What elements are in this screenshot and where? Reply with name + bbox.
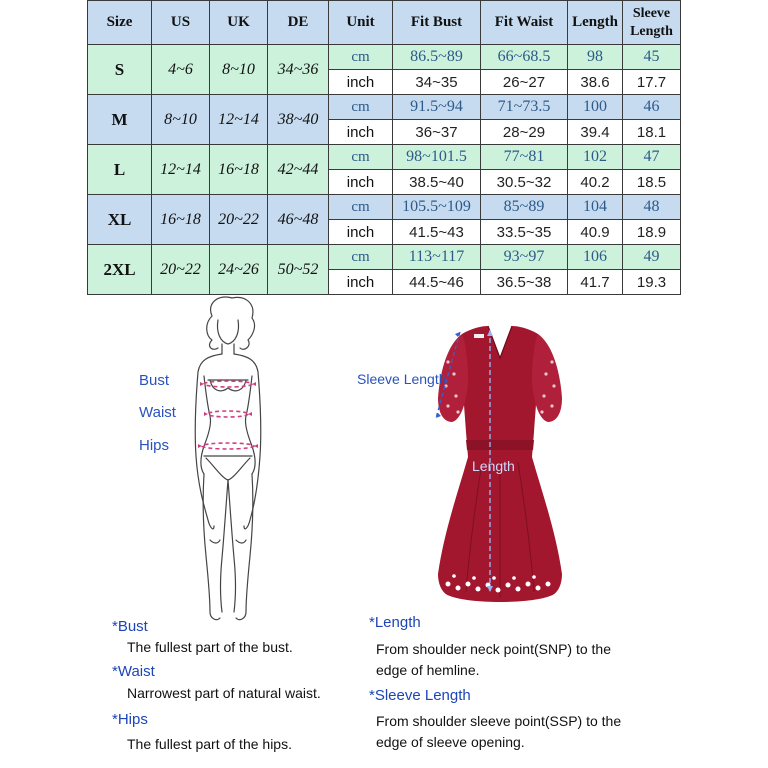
hips-label: Hips xyxy=(139,437,170,454)
waist-cell: 33.5~35 xyxy=(481,220,568,245)
de-cell: 50~52 xyxy=(268,245,329,295)
note-bust-title: *Bust xyxy=(112,618,148,635)
waist-cell: 77~81 xyxy=(481,145,568,170)
size-cell: XL xyxy=(88,195,152,245)
waist-cell: 30.5~32 xyxy=(481,170,568,195)
table-header-row xyxy=(88,1,681,45)
de-cell: 46~48 xyxy=(268,195,329,245)
uk-cell: 12~14 xyxy=(210,95,268,145)
bust-label: Bust xyxy=(139,372,170,389)
bust-cell: 86.5~89 xyxy=(393,45,481,70)
header-size: Size xyxy=(88,1,152,45)
sleeve-cell: 47 xyxy=(623,145,681,170)
us-cell: 4~6 xyxy=(152,45,210,95)
bust-cell: 34~35 xyxy=(393,70,481,95)
sleeve-cell: 45 xyxy=(623,45,681,70)
de-cell: 42~44 xyxy=(268,145,329,195)
length-cell: 40.9 xyxy=(568,220,623,245)
sleeve-cell: 18.1 xyxy=(623,120,681,145)
unit-cell: inch xyxy=(329,220,393,245)
note-sleeve-line2: edge of sleeve opening. xyxy=(376,734,525,750)
length-cell: 100 xyxy=(568,95,623,120)
header-de: DE xyxy=(268,1,329,45)
length-cell: 39.4 xyxy=(568,120,623,145)
unit-cell: inch xyxy=(329,70,393,95)
uk-cell: 8~10 xyxy=(210,45,268,95)
header-uk: UK xyxy=(210,1,268,45)
length-label: Length xyxy=(472,458,515,474)
header-us: US xyxy=(152,1,210,45)
unit-cell: inch xyxy=(329,120,393,145)
length-cell: 98 xyxy=(568,45,623,70)
table-row xyxy=(88,45,681,70)
bust-cell: 44.5~46 xyxy=(393,270,481,295)
sleeve-cell: 46 xyxy=(623,95,681,120)
note-waist-title: *Waist xyxy=(112,663,155,680)
length-cell: 104 xyxy=(568,195,623,220)
waist-cell: 36.5~38 xyxy=(481,270,568,295)
sleeve-cell: 18.9 xyxy=(623,220,681,245)
header-unit: Unit xyxy=(329,1,393,45)
table-row xyxy=(88,195,681,220)
note-length-title: *Length xyxy=(369,614,421,631)
length-cell: 106 xyxy=(568,245,623,270)
waist-cell: 26~27 xyxy=(481,70,568,95)
length-cell: 38.6 xyxy=(568,70,623,95)
de-cell: 34~36 xyxy=(268,45,329,95)
waist-cell: 85~89 xyxy=(481,195,568,220)
us-cell: 12~14 xyxy=(152,145,210,195)
length-cell: 102 xyxy=(568,145,623,170)
sleeve-cell: 48 xyxy=(623,195,681,220)
note-sleeve-title: *Sleeve Length xyxy=(369,687,471,704)
unit-cell: inch xyxy=(329,170,393,195)
length-cell: 40.2 xyxy=(568,170,623,195)
table-row xyxy=(88,145,681,170)
note-hips-title: *Hips xyxy=(112,711,148,728)
uk-cell: 16~18 xyxy=(210,145,268,195)
size-cell: M xyxy=(88,95,152,145)
bust-cell: 91.5~94 xyxy=(393,95,481,120)
body-outline-illustration xyxy=(160,296,295,626)
bust-cell: 36~37 xyxy=(393,120,481,145)
waist-cell: 28~29 xyxy=(481,120,568,145)
unit-cell: cm xyxy=(329,195,393,220)
waist-cell: 93~97 xyxy=(481,245,568,270)
sleeve-length-label: Sleeve Length xyxy=(357,371,447,387)
size-cell: 2XL xyxy=(88,245,152,295)
header-fit-bust: Fit Bust xyxy=(393,1,481,45)
bust-cell: 98~101.5 xyxy=(393,145,481,170)
bust-cell: 38.5~40 xyxy=(393,170,481,195)
table-row xyxy=(88,245,681,270)
us-cell: 20~22 xyxy=(152,245,210,295)
size-cell: S xyxy=(88,45,152,95)
unit-cell: cm xyxy=(329,95,393,120)
header-fit-waist: Fit Waist xyxy=(481,1,568,45)
waist-cell: 71~73.5 xyxy=(481,95,568,120)
note-hips-text: The fullest part of the hips. xyxy=(127,736,292,752)
unit-cell: inch xyxy=(329,270,393,295)
header-length: Length xyxy=(568,1,623,45)
note-waist-text: Narrowest part of natural waist. xyxy=(127,685,321,701)
size-chart-table xyxy=(87,0,681,295)
note-sleeve-line1: From shoulder sleeve point(SSP) to the xyxy=(376,713,622,729)
sleeve-cell: 49 xyxy=(623,245,681,270)
table-row xyxy=(88,95,681,120)
waist-label: Waist xyxy=(139,404,176,421)
us-cell: 16~18 xyxy=(152,195,210,245)
uk-cell: 20~22 xyxy=(210,195,268,245)
sleeve-cell: 17.7 xyxy=(623,70,681,95)
note-length-line2: edge of hemline. xyxy=(376,662,480,678)
de-cell: 38~40 xyxy=(268,95,329,145)
note-length-line1: From shoulder neck point(SNP) to the xyxy=(376,641,611,657)
bust-cell: 113~117 xyxy=(393,245,481,270)
waist-cell: 66~68.5 xyxy=(481,45,568,70)
note-bust-text: The fullest part of the bust. xyxy=(127,639,293,655)
header-sleeve-length: Sleeve Length xyxy=(623,1,681,45)
size-cell: L xyxy=(88,145,152,195)
uk-cell: 24~26 xyxy=(210,245,268,295)
length-cell: 41.7 xyxy=(568,270,623,295)
us-cell: 8~10 xyxy=(152,95,210,145)
unit-cell: cm xyxy=(329,45,393,70)
unit-cell: cm xyxy=(329,145,393,170)
bust-cell: 41.5~43 xyxy=(393,220,481,245)
bust-cell: 105.5~109 xyxy=(393,195,481,220)
sleeve-cell: 18.5 xyxy=(623,170,681,195)
sleeve-cell: 19.3 xyxy=(623,270,681,295)
unit-cell: cm xyxy=(329,245,393,270)
